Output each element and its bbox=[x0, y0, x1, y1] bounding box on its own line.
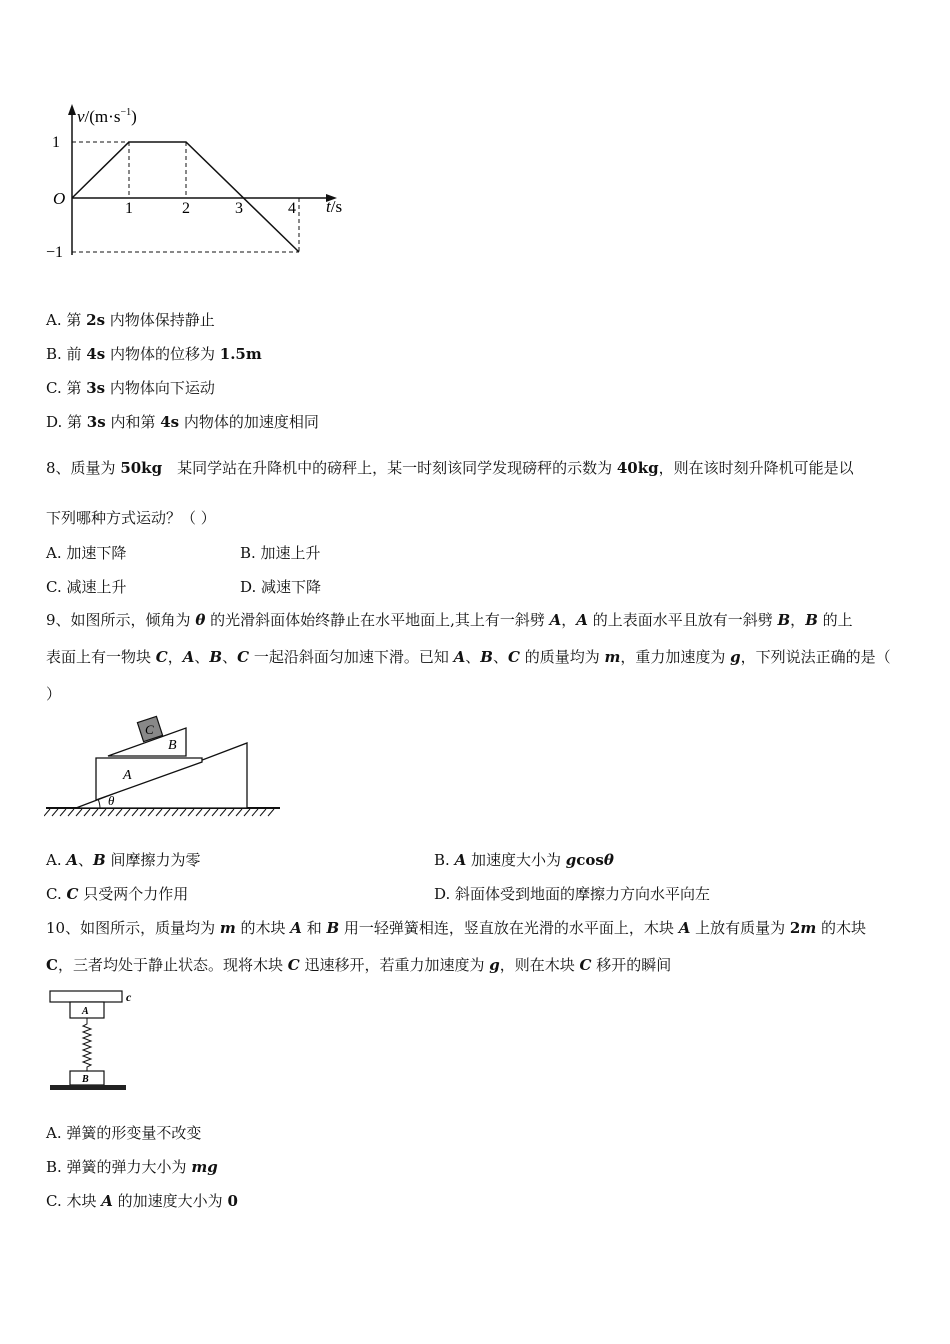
block-c bbox=[50, 991, 122, 1002]
label-c: c bbox=[126, 990, 132, 1004]
q8-option-b: B. 加速上升 bbox=[240, 544, 321, 562]
ground-base bbox=[50, 1085, 126, 1090]
q9-option-a: A. A、B 间摩擦力为零 bbox=[46, 851, 201, 869]
x-tick-1: 1 bbox=[125, 200, 133, 217]
ground-hatching bbox=[44, 809, 274, 816]
q9-option-b: B. A 加速度大小为 gcosθ bbox=[434, 851, 614, 869]
q8-option-d: D. 减速下降 bbox=[240, 578, 322, 596]
q8-stem-line1: 8、质量为 50kg 某同学站在升降机中的磅秤上，某一时刻该同学发现磅秤的示数为 40kg，则在该时刻升降机可能是以 bbox=[46, 459, 854, 477]
q7-option-d: D. 第 3s 内和第 4s 内物体的加速度相同 bbox=[46, 413, 319, 431]
label-b: B bbox=[168, 738, 177, 753]
x-axis-label: t/s bbox=[326, 197, 343, 216]
y-axis-arrow bbox=[68, 104, 76, 115]
x-tick-2: 2 bbox=[182, 200, 190, 217]
q8-option-a: A. 加速下降 bbox=[46, 544, 127, 562]
q7-option-a: A. 第 2s 内物体保持静止 bbox=[46, 311, 215, 329]
label-b: B bbox=[82, 1074, 89, 1085]
incline-wedges-figure bbox=[44, 712, 284, 822]
q9-option-d: D. 斜面体受到地面的摩擦力方向水平向左 bbox=[434, 885, 711, 903]
q10-option-c: C. 木块 A 的加速度大小为 0 bbox=[46, 1192, 238, 1210]
x-tick-4: 4 bbox=[288, 200, 296, 217]
q8-option-c: C. 减速上升 bbox=[46, 578, 127, 596]
q9-stem-line1: 9、如图所示，倾角为 θ 的光滑斜面体始终静止在水平地面上,其上有一斜劈 A，A 的上表面水平且放有一斜劈 B，B 的上 bbox=[46, 611, 853, 629]
y-tick-1: 1 bbox=[52, 134, 60, 151]
label-theta: θ bbox=[108, 793, 115, 808]
q9-option-c: C. C 只受两个力作用 bbox=[46, 885, 189, 903]
label-a: A bbox=[123, 768, 132, 783]
q10-stem-line1: 10、如图所示，质量均为 m 的木块 A 和 B 用一轻弹簧相连，竖直放在光滑的水平面上，木块 A 上放有质量为 2m 的木块 bbox=[46, 919, 866, 937]
label-a: A bbox=[82, 1006, 89, 1017]
q10-stem-line2: C，三者均处于静止状态。现将木块 C 迅速移开，若重力加速度为 g，则在木块 C 移开的瞬间 bbox=[46, 956, 672, 974]
q10-option-a: A. 弹簧的形变量不改变 bbox=[46, 1124, 202, 1142]
q9-stem-line2: 表面上有一物块 C，A、B、C 一起沿斜面匀加速下滑。已知 A、B、C 的质量均为 m，重力加速度为 g，下列说法正确的是（ bbox=[46, 648, 891, 666]
q7-option-c: C. 第 3s 内物体向下运动 bbox=[46, 379, 215, 397]
origin-label: O bbox=[53, 189, 66, 208]
velocity-time-graph bbox=[40, 95, 360, 280]
q7-option-b: B. 前 4s 内物体的位移为 1.5m bbox=[46, 345, 262, 363]
x-tick-3: 3 bbox=[235, 200, 243, 217]
q8-stem-line2: 下列哪种方式运动？（ ） bbox=[46, 509, 216, 527]
q10-option-b: B. 弹簧的弹力大小为 mg bbox=[46, 1158, 218, 1176]
y-axis-label: $v/(m\cdot s^{-1})$ bbox=[77, 107, 137, 126]
spring bbox=[83, 1018, 91, 1071]
y-tick-neg1: −1 bbox=[46, 244, 64, 261]
q9-stem-line3: ） bbox=[46, 685, 62, 703]
label-c: C bbox=[145, 722, 154, 737]
spring-blocks-figure bbox=[46, 986, 146, 1094]
